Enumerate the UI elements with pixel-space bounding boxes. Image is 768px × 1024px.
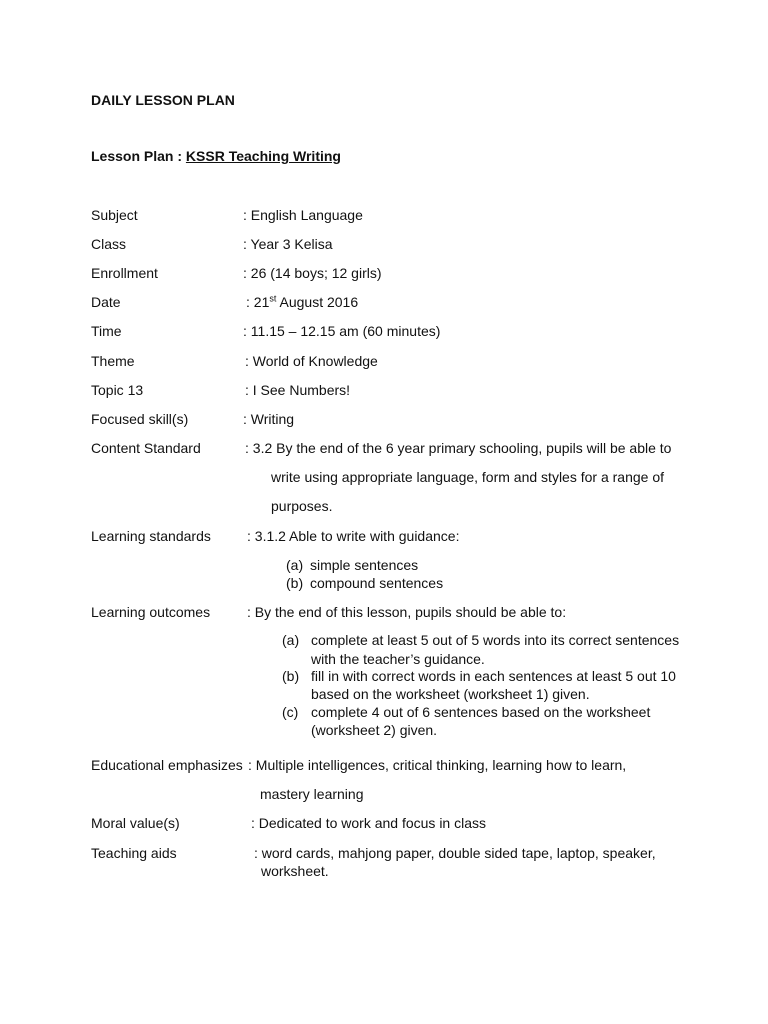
- learning-standard-item: [286, 557, 418, 574]
- focused-skill-label: Focused skill(s): [91, 411, 189, 427]
- educational-emphasizes-line: : Multiple intelligences, critical thinking, learning how to learn,: [248, 757, 627, 773]
- class-value: : Year 3 Kelisa: [243, 236, 333, 252]
- subject-value: : English Language: [243, 207, 363, 223]
- item-marker: (c): [282, 704, 299, 720]
- item-text: fill in with correct words in each sentences at least 5 out 10: [311, 668, 676, 684]
- content-standard-line: write using appropriate language, form and styles for a range of: [271, 469, 665, 485]
- learning-outcomes-label: Learning outcomes: [91, 604, 211, 620]
- content-standard-line: : 3.2 By the end of the 6 year primary schooling, pupils will be able to: [245, 440, 672, 456]
- time-label: Time: [91, 323, 122, 339]
- educational-emphasizes-line: mastery learning: [260, 786, 364, 802]
- date-value-suffix: August 2016: [276, 294, 359, 310]
- learning-outcome-item: [282, 668, 676, 685]
- teaching-aids-line: : word cards, mahjong paper, double sided tape, laptop, speaker,: [254, 845, 656, 861]
- learning-standard-item: [286, 575, 443, 592]
- enrollment-value: : 26 (14 boys; 12 girls): [243, 265, 382, 281]
- learning-outcomes-value: : By the end of this lesson, pupils should be able to:: [247, 604, 567, 620]
- learning-outcome-item: [282, 632, 679, 649]
- content-standard-line: purposes.: [271, 498, 333, 514]
- theme-value: : World of Knowledge: [245, 353, 378, 369]
- content-standard-label: Content Standard: [91, 440, 201, 456]
- item-marker: (b): [286, 575, 304, 591]
- educational-emphasizes-label: Educational emphasizes: [91, 757, 243, 773]
- item-text: complete 4 out of 6 sentences based on the worksheet: [311, 704, 651, 720]
- item-text-continued: (worksheet 2) given.: [311, 722, 438, 738]
- item-text-continued: based on the worksheet (worksheet 1) given.: [311, 686, 590, 702]
- learning-standards-label: Learning standards: [91, 528, 211, 544]
- moral-values-value: : Dedicated to work and focus in class: [251, 815, 487, 831]
- moral-values-label: Moral value(s): [91, 815, 180, 831]
- lesson-plan-title: KSSR Teaching Writing: [185, 148, 341, 164]
- teaching-aids-label: Teaching aids: [91, 845, 177, 861]
- item-marker: (a): [286, 557, 304, 573]
- date-value: [246, 294, 358, 311]
- learning-standards-value: : 3.1.2 Able to write with guidance:: [247, 528, 460, 544]
- theme-label: Theme: [91, 353, 135, 369]
- date-label: Date: [91, 294, 121, 310]
- class-label: Class: [91, 236, 127, 252]
- focused-skill-value: : Writing: [243, 411, 295, 427]
- date-value-sup: st: [269, 293, 277, 304]
- date-value-prefix: : 21: [246, 294, 270, 310]
- enrollment-label: Enrollment: [91, 265, 158, 281]
- lesson-plan-label: Lesson Plan :: [91, 148, 186, 164]
- item-text-continued: with the teacher’s guidance.: [311, 651, 485, 667]
- learning-outcome-item: [282, 704, 650, 721]
- subject-label: Subject: [91, 207, 138, 223]
- topic-label: Topic 13: [91, 382, 144, 398]
- item-text: complete at least 5 out of 5 words into its correct sentences: [311, 632, 680, 648]
- item-marker: (b): [282, 668, 300, 684]
- page-heading: DAILY LESSON PLAN: [91, 92, 235, 108]
- teaching-aids-line: worksheet.: [261, 863, 329, 879]
- lesson-plan-line: [91, 148, 341, 165]
- item-marker: (a): [282, 632, 300, 648]
- topic-value: : I See Numbers!: [245, 382, 351, 398]
- time-value: : 11.15 – 12.15 am (60 minutes): [243, 323, 441, 339]
- item-text: simple sentences: [310, 557, 419, 573]
- item-text: compound sentences: [310, 575, 444, 591]
